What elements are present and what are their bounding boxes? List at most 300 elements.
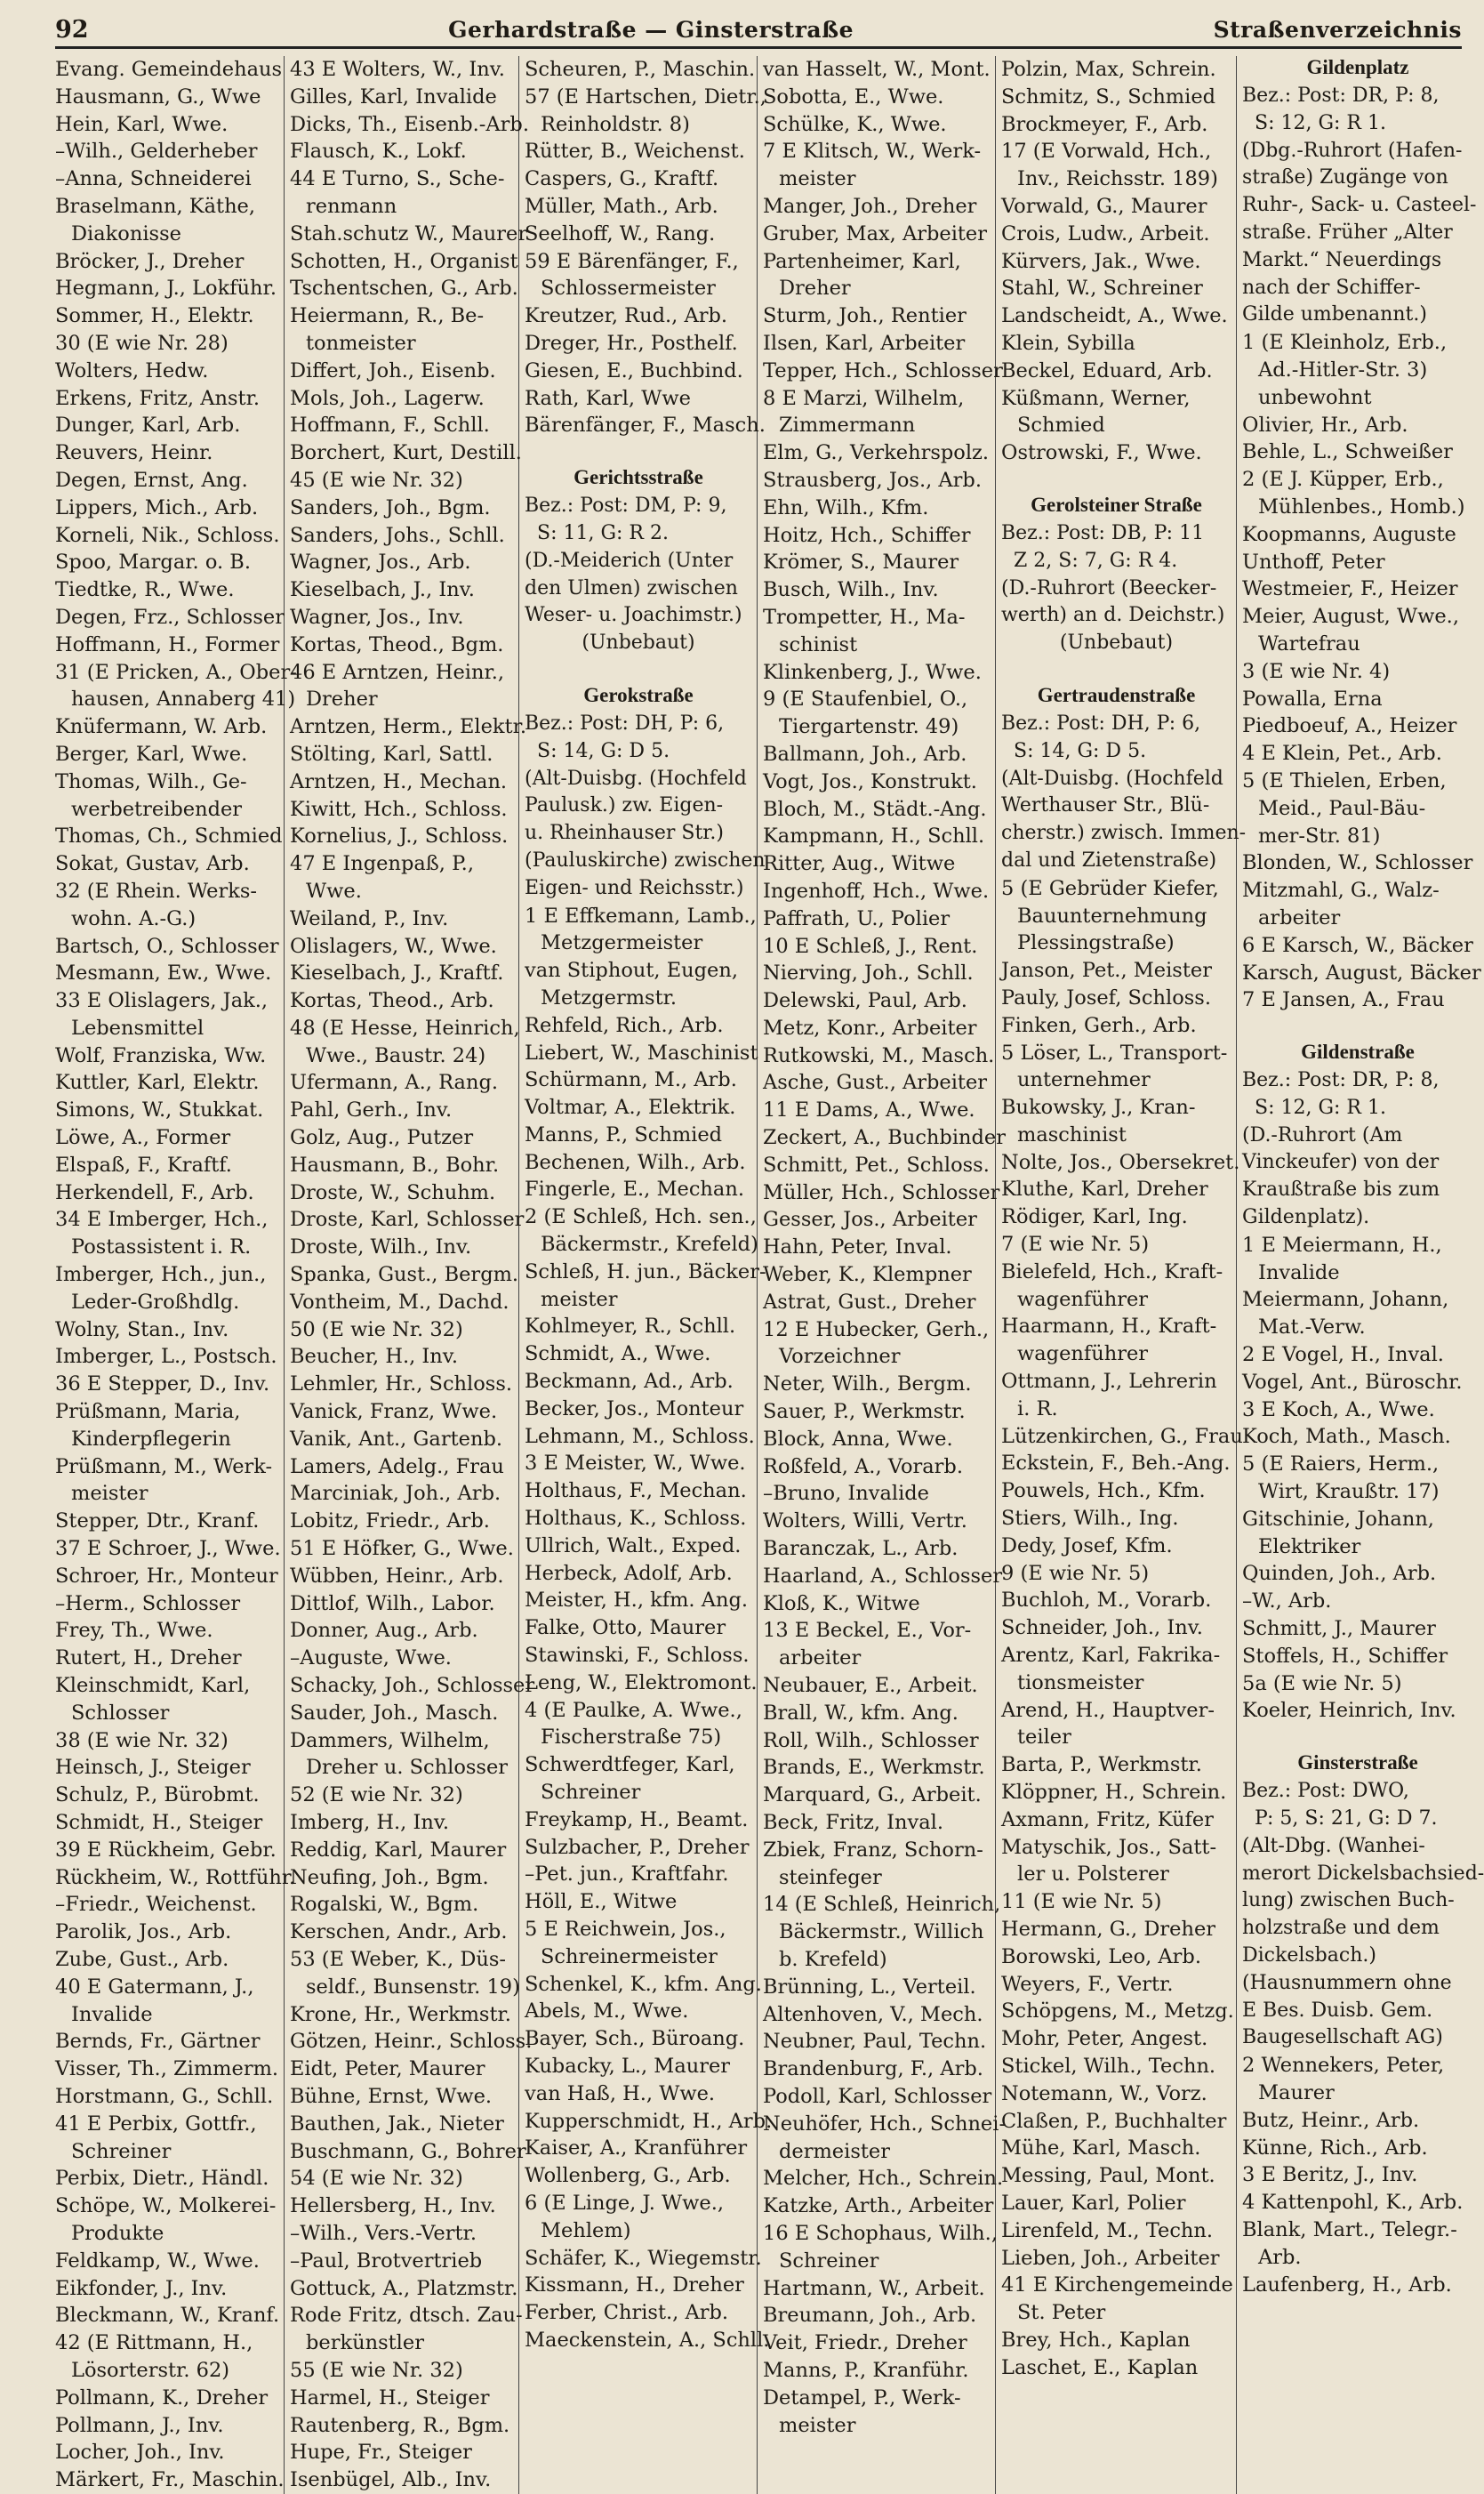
resident-entry: Powalla, Erna xyxy=(1242,687,1383,711)
resident-entry: 16 E Schophaus, Wilh., xyxy=(763,2221,998,2245)
resident-entry: 31 (E Pricken, A., Ober- xyxy=(55,660,297,684)
entry-continuation: wohn. A.-G.) xyxy=(71,906,197,930)
resident-entry: Schmitz, S., Schmied xyxy=(1001,84,1216,109)
resident-entry: 3 E Meister, W., Wwe. xyxy=(525,1452,746,1476)
resident-entry: 42 (E Rittmann, H., xyxy=(55,2331,253,2355)
resident-entry: 5 E Reichwein, Jos., xyxy=(525,1918,726,1941)
resident-entry: Schacky, Joh., Schlosser xyxy=(290,1674,535,1698)
street-info: (D.-Meiderich (Unter xyxy=(525,549,734,572)
resident-entry: Ritter, Aug., Witwe xyxy=(763,852,956,876)
resident-entry: Imberger, Hch., jun., xyxy=(55,1263,267,1287)
resident-entry: Manns, P., Kranführ. xyxy=(763,2358,969,2382)
resident-entry: Schäfer, K., Wiegemstr. xyxy=(525,2246,762,2270)
resident-entry: Pahl, Gerh., Inv. xyxy=(290,1098,453,1122)
resident-entry: Evang. Gemeindehaus xyxy=(55,58,283,81)
resident-entry: 14 (E Schleß, Heinrich, xyxy=(763,1893,1001,1917)
resident-entry: Ullrich, Walt., Exped. xyxy=(525,1533,742,1557)
resident-entry: 2 Wennekers, Peter, xyxy=(1242,2054,1445,2078)
resident-entry: Heiermann, R., Be- xyxy=(290,304,485,328)
resident-entry: Scheuren, P., Maschin. xyxy=(525,58,756,81)
resident-entry: Prüßmann, M., Werk- xyxy=(55,1454,273,1478)
resident-entry: Stahl, W., Schreiner xyxy=(1001,277,1203,301)
resident-entry: Beckel, Eduard, Arb. xyxy=(1001,358,1213,382)
directory-columns xyxy=(55,56,1484,2492)
street-heading: Gildenstraße xyxy=(1301,1041,1415,1064)
resident-entry: Erkens, Fritz, Anstr. xyxy=(55,386,260,410)
resident-entry: Pouwels, Hch., Kfm. xyxy=(1001,1479,1206,1503)
resident-entry: Neufing, Joh., Bgm. xyxy=(290,1865,489,1889)
resident-entry: Laschet, E., Kaplan xyxy=(1001,2355,1199,2379)
resident-entry: 50 (E wie Nr. 32) xyxy=(290,1317,463,1341)
resident-entry: Braselmann, Käthe, xyxy=(55,194,256,218)
resident-entry: Horstmann, G., Schll. xyxy=(55,2084,274,2108)
resident-entry: Rogalski, W., Bgm. xyxy=(290,1893,479,1917)
entry-continuation: Bäckermstr., Willich xyxy=(779,1920,984,1944)
entry-continuation: Mühlenbes., Homb.) xyxy=(1258,495,1465,519)
street-info: Gilde umbenannt.) xyxy=(1242,303,1427,326)
resident-entry: Unthoff, Peter xyxy=(1242,550,1385,574)
entry-continuation: werbetreibender xyxy=(71,797,243,821)
entry-continuation: Mehlem) xyxy=(541,2218,631,2242)
resident-entry: Roßfeld, A., Vorarb. xyxy=(763,1454,963,1478)
entry-continuation: Reinholdstr. 8) xyxy=(541,112,690,136)
street-info: S: 14, G: D 5. xyxy=(537,739,670,762)
entry-continuation: Invalide xyxy=(1258,1260,1340,1284)
street-info: (Hausnummern ohne xyxy=(1242,1971,1452,1994)
resident-entry: 3 (E wie Nr. 4) xyxy=(1242,659,1391,683)
resident-entry: 7 (E wie Nr. 5) xyxy=(1001,1233,1150,1257)
resident-entry: Marciniak, Joh., Arb. xyxy=(290,1482,501,1506)
column-3 xyxy=(525,56,773,2494)
resident-entry: Kieselbach, J., Kraftf. xyxy=(290,961,504,986)
resident-entry: 3 E Koch, A., Wwe. xyxy=(1242,1397,1435,1421)
entry-continuation: Arb. xyxy=(1258,2245,1302,2269)
resident-entry: Bielefeld, Hch., Kraft- xyxy=(1001,1259,1223,1283)
resident-entry: Degen, Ernst, Ang. xyxy=(55,468,248,492)
street-info: (Dbg.-Ruhrort (Hafen- xyxy=(1242,139,1463,162)
resident-entry: –W., Arb. xyxy=(1242,1589,1332,1613)
resident-entry: Falke, Otto, Maurer xyxy=(525,1616,726,1640)
resident-entry: Liebert, W., Maschinist xyxy=(525,1041,758,1065)
resident-entry: Kubacky, L., Maurer xyxy=(525,2054,731,2078)
entry-continuation: meister xyxy=(541,1287,618,1311)
entry-continuation: meister xyxy=(779,167,856,191)
resident-entry: 4 E Klein, Pet., Arb. xyxy=(1242,742,1442,766)
resident-entry: Nierving, Joh., Schll. xyxy=(763,961,974,986)
resident-entry: Brall, W., kfm. Ang. xyxy=(763,1701,959,1725)
resident-entry: Pollmann, J., Inv. xyxy=(55,2413,224,2437)
entry-continuation: Mat.-Verw. xyxy=(1258,1315,1366,1340)
resident-entry: Roll, Wilh., Schlosser xyxy=(763,1728,979,1752)
resident-entry: Busch, Wilh., Inv. xyxy=(763,578,939,602)
street-info: Z 2, S: 7, G: R 4. xyxy=(1014,549,1178,572)
resident-entry: 5 (E Thielen, Erben, xyxy=(1242,768,1447,792)
resident-entry: Prüßmann, Maria, xyxy=(55,1400,241,1424)
resident-entry: –Friedr., Weichenst. xyxy=(55,1893,257,1917)
street-info: Dickelsbach.) xyxy=(1242,1944,1376,1967)
resident-entry: 39 E Rückheim, Gebr. xyxy=(55,1838,277,1862)
resident-entry: 5 (E Raiers, Herm., xyxy=(1242,1452,1440,1476)
resident-entry: 34 E Imberger, Hch., xyxy=(55,1208,269,1232)
resident-entry: Arntzen, Herm., Elektr. xyxy=(290,715,527,739)
resident-entry: Arentz, Karl, Fakrika- xyxy=(1001,1644,1221,1668)
resident-entry: Tschentschen, G., Arb. xyxy=(290,277,518,301)
entry-continuation: Lösorterstr. 62) xyxy=(71,2358,230,2382)
resident-entry: 33 E Olislagers, Jak., xyxy=(55,989,269,1013)
resident-entry: Visser, Th., Zimmerm. xyxy=(55,2057,279,2081)
page-number: 92 xyxy=(55,16,89,44)
resident-entry: 6 (E Linge, J. Wwe., xyxy=(525,2191,725,2215)
resident-entry: Hoffmann, F., Schll. xyxy=(290,414,490,438)
resident-entry: Kloß, K., Witwe xyxy=(763,1591,920,1615)
resident-entry: Klöppner, H., Schrein. xyxy=(1001,1781,1227,1805)
resident-entry: 55 (E wie Nr. 32) xyxy=(290,2358,463,2382)
resident-entry: Vogt, Jos., Konstrukt. xyxy=(763,769,977,793)
resident-entry: Manger, Joh., Dreher xyxy=(763,194,977,218)
resident-entry: Wagner, Jos., Arb. xyxy=(290,551,471,575)
resident-entry: Sanders, Johs., Schll. xyxy=(290,523,505,547)
street-info: Bez.: Post: DWO, xyxy=(1242,1780,1409,1803)
resident-entry: 59 E Bärenfänger, F., xyxy=(525,249,739,273)
resident-entry: 41 E Kirchengemeinde xyxy=(1001,2273,1233,2297)
resident-entry: Dicks, Th., Eisenb.-Arb. xyxy=(290,112,529,136)
resident-entry: Degen, Frz., Schlosser xyxy=(55,605,285,629)
resident-entry: 1 E Meiermann, H., xyxy=(1242,1233,1442,1257)
street-info: P: 5, S: 21, G: D 7. xyxy=(1255,1807,1438,1830)
resident-entry: Ballmann, Joh., Arb. xyxy=(763,742,967,766)
entry-continuation: Schlossermeister xyxy=(541,277,716,301)
entry-continuation: Kinderpflegerin xyxy=(71,1427,231,1451)
resident-entry: Weiland, P., Inv. xyxy=(290,906,449,930)
resident-entry: van Hasselt, W., Mont. xyxy=(763,58,991,81)
resident-entry: Brockmeyer, F., Arb. xyxy=(1001,112,1208,136)
entry-continuation: St. Peter xyxy=(1017,2301,1106,2325)
column-2 xyxy=(290,56,535,2494)
resident-entry: Matyschik, Jos., Satt- xyxy=(1001,1835,1217,1859)
resident-entry: Buschmann, G., Bohrer xyxy=(290,2139,526,2163)
entry-continuation: seldf., Bunsenstr. 19) xyxy=(306,1975,520,1999)
entry-continuation: unternehmer xyxy=(1017,1068,1151,1092)
entry-continuation: Bäckermstr., Krefeld) xyxy=(541,1233,758,1257)
resident-entry: Kortas, Theod., Bgm. xyxy=(290,632,504,656)
resident-entry: Finken, Gerh., Arb. xyxy=(1001,1013,1197,1037)
resident-entry: Schülke, K., Wwe. xyxy=(763,112,947,136)
resident-entry: Müller, Hch., Schlosser xyxy=(763,1180,1000,1204)
resident-entry: 53 (E Weber, K., Düs- xyxy=(290,1947,506,1971)
resident-entry: Schwerdtfeger, Karl, xyxy=(525,1753,735,1777)
resident-entry: Lirenfeld, M., Techn. xyxy=(1001,2218,1214,2242)
resident-entry: Dittlof, Wilh., Labor. xyxy=(290,1591,495,1615)
resident-entry: Hupe, Fr., Steiger xyxy=(290,2441,472,2465)
entry-continuation: berkünstler xyxy=(306,2331,424,2355)
resident-entry: Notemann, W., Vorz. xyxy=(1001,2081,1207,2105)
resident-entry: –Herm., Schlosser xyxy=(55,1591,241,1615)
resident-entry: Lieben, Joh., Arbeiter xyxy=(1001,2246,1220,2270)
resident-entry: Bukowsky, J., Kran- xyxy=(1001,1096,1196,1120)
resident-entry: Vanick, Franz, Wwe. xyxy=(290,1400,498,1424)
resident-entry: Donner, Aug., Arb. xyxy=(290,1619,478,1643)
resident-entry: Schenkel, K., kfm. Ang. xyxy=(525,1972,762,1996)
resident-entry: 38 (E wie Nr. 32) xyxy=(55,1728,229,1752)
resident-entry: Isenbügel, Alb., Inv. xyxy=(290,2468,492,2492)
resident-entry: Holthaus, F., Mechan. xyxy=(525,1479,747,1503)
street-info: cherstr.) zwisch. Immen- xyxy=(1001,822,1247,845)
entry-continuation: ler u. Polsterer xyxy=(1017,1862,1169,1887)
resident-entry: Eckstein, F., Beh.-Ang. xyxy=(1001,1452,1231,1476)
resident-entry: Bleckmann, W., Kranf. xyxy=(55,2304,280,2328)
resident-entry: Kluthe, Karl, Dreher xyxy=(1001,1178,1208,1202)
resident-entry: Sauer, P., Werkmstr. xyxy=(763,1400,966,1424)
resident-entry: Elm, G., Verkehrspolz. xyxy=(763,441,990,465)
street-info: E Bes. Duisb. Gem. xyxy=(1242,1999,1433,2022)
resident-entry: Schöpgens, M., Metzg. xyxy=(1001,1999,1234,2023)
resident-entry: Haarland, A., Schlosser xyxy=(763,1564,1003,1588)
entry-continuation: Dreher xyxy=(779,277,851,301)
resident-entry: Kaiser, A., Kranführer xyxy=(525,2136,748,2160)
resident-entry: Künne, Rich., Arb. xyxy=(1242,2136,1428,2160)
resident-entry: Müller, Math., Arb. xyxy=(525,194,718,218)
resident-entry: Stickel, Wilh., Techn. xyxy=(1001,2054,1216,2078)
street-info: Baugesellschaft AG) xyxy=(1242,2026,1443,2049)
resident-entry: Gottuck, A., Platzmstr. xyxy=(290,2276,518,2300)
resident-entry: 11 (E wie Nr. 5) xyxy=(1001,1890,1162,1914)
resident-entry: Bernds, Fr., Gärtner xyxy=(55,2030,261,2054)
entry-continuation: Leder-Großhdlg. xyxy=(71,1290,240,1314)
resident-entry: 10 E Schleß, J., Rent. xyxy=(763,934,978,958)
resident-entry: Krone, Hr., Werkmstr. xyxy=(290,2002,511,2026)
resident-entry: Zeckert, A., Buchbinder xyxy=(763,1126,1006,1150)
resident-entry: Delewski, Paul, Arb. xyxy=(763,989,967,1013)
resident-entry: Korneli, Nik., Schloss. xyxy=(55,523,280,547)
resident-entry: Katzke, Arth., Arbeiter xyxy=(763,2194,994,2218)
resident-entry: Lehmler, Hr., Schloss. xyxy=(290,1372,513,1396)
resident-entry: 37 E Schroer, J., Wwe. xyxy=(55,1537,281,1561)
resident-entry: Pollmann, K., Dreher xyxy=(55,2385,269,2410)
resident-entry: Wolny, Stan., Inv. xyxy=(55,1317,229,1341)
resident-entry: 54 (E wie Nr. 32) xyxy=(290,2167,463,2191)
resident-entry: 40 E Gatermann, J., xyxy=(55,1975,254,1999)
entry-continuation: unbewohnt xyxy=(1258,385,1372,409)
resident-entry: Behle, L., Schweißer xyxy=(1242,440,1453,464)
resident-entry: Trompetter, H., Ma- xyxy=(763,605,966,629)
resident-entry: Rehfeld, Rich., Arb. xyxy=(525,1013,724,1037)
resident-entry: Gruber, Max, Arbeiter xyxy=(763,221,988,245)
resident-entry: Becker, Jos., Monteur xyxy=(525,1396,744,1420)
resident-entry: 8 E Marzi, Wilhelm, xyxy=(763,386,965,410)
entry-continuation: Schreinermeister xyxy=(541,1944,718,1968)
street-info: Werthauser Str., Blü- xyxy=(1001,794,1210,817)
resident-entry: Lamers, Adelg., Frau xyxy=(290,1454,504,1478)
resident-entry: 4 (E Paulke, A. Wwe., xyxy=(525,1698,742,1722)
resident-entry: 46 E Arntzen, Heinr., xyxy=(290,660,505,684)
resident-entry: Metz, Konr., Arbeiter xyxy=(763,1016,977,1040)
resident-entry: van Haß, H., Wwe. xyxy=(525,2081,716,2105)
resident-entry: Götzen, Heinr., Schloss. xyxy=(290,2030,533,2054)
resident-entry: Eikfonder, J., Inv. xyxy=(55,2276,228,2300)
running-title: Gerhardstraße — Ginsterstraße xyxy=(448,17,854,43)
resident-entry: 43 E Wolters, W., Inv. xyxy=(290,58,505,81)
resident-entry: Dammers, Wilhelm, xyxy=(290,1728,490,1752)
resident-entry: Thomas, Ch., Schmied xyxy=(55,825,283,849)
entry-continuation: meister xyxy=(71,1482,148,1506)
resident-entry: Knüfermann, W. Arb. xyxy=(55,715,268,739)
resident-entry: Astrat, Gust., Dreher xyxy=(763,1290,976,1314)
resident-entry: Westmeier, F., Heizer xyxy=(1242,577,1458,601)
resident-entry: Dunger, Karl, Arb. xyxy=(55,414,241,438)
resident-entry: Stepper, Dtr., Kranf. xyxy=(55,1509,260,1533)
resident-entry: Freykamp, H., Beamt. xyxy=(525,1807,749,1831)
resident-entry: Schneider, Joh., Inv. xyxy=(1001,1616,1203,1640)
section-title: Straßenverzeichnis xyxy=(1213,17,1462,43)
resident-entry: 48 (E Hesse, Heinrich, xyxy=(290,1016,520,1040)
resident-entry: Rückheim, W., Rottführ. xyxy=(55,1865,296,1889)
resident-entry: Stölting, Karl, Sattl. xyxy=(290,742,493,766)
entry-continuation: Schreiner xyxy=(779,2249,879,2273)
resident-entry: 11 E Dams, A., Wwe. xyxy=(763,1098,975,1122)
resident-entry: Kieselbach, J., Inv. xyxy=(290,578,475,602)
street-info: (D.-Ruhrort (Am xyxy=(1242,1123,1403,1146)
resident-entry: Blonden, W., Schlosser xyxy=(1242,851,1473,875)
resident-entry: Feldkamp, W., Wwe. xyxy=(55,2249,260,2273)
resident-entry: Kleinschmidt, Karl, xyxy=(55,1674,251,1698)
resident-entry: Wübben, Heinr., Arb. xyxy=(290,1564,504,1588)
entry-continuation: renmann xyxy=(306,194,397,218)
entry-continuation: wagenführer xyxy=(1017,1287,1149,1311)
street-info: S: 12, G: R 1. xyxy=(1255,111,1386,134)
street-info: lung) zwischen Buch- xyxy=(1242,1889,1455,1912)
street-info: (Alt-Duisbg. (Hochfeld xyxy=(1001,767,1223,790)
entry-continuation: Schlosser xyxy=(71,1701,170,1725)
resident-entry: Block, Anna, Wwe. xyxy=(763,1427,953,1451)
resident-entry: Sommer, H., Elektr. xyxy=(55,304,254,328)
entry-continuation: Tiergartenstr. 49) xyxy=(779,715,959,739)
street-info: S: 12, G: R 1. xyxy=(1255,1096,1386,1119)
resident-entry: Lippers, Mich., Arb. xyxy=(55,495,259,519)
resident-entry: Parolik, Jos., Arb. xyxy=(55,1920,232,1944)
resident-entry: Hermann, G., Dreher xyxy=(1001,1918,1216,1941)
resident-entry: Borchert, Kurt, Destill. xyxy=(290,441,522,465)
resident-entry: Giesen, E., Buchbind. xyxy=(525,358,743,382)
resident-entry: Kiwitt, Hch., Schloss. xyxy=(290,797,508,821)
resident-entry: Droste, W., Schuhm. xyxy=(290,1180,496,1204)
street-info: Ruhr-, Sack- u. Casteel- xyxy=(1242,194,1477,217)
resident-entry: Vontheim, M., Dachd. xyxy=(290,1290,509,1314)
street-info: u. Rheinhauser Str.) xyxy=(525,822,724,845)
street-info: Bez.: Post: DM, P: 9, xyxy=(525,495,727,518)
resident-entry: Mesmann, Ew., Wwe. xyxy=(55,961,272,986)
resident-entry: Leng, W., Elektromont. xyxy=(525,1670,758,1694)
resident-entry: Bayer, Sch., Büroang. xyxy=(525,2027,745,2051)
entry-continuation: Metzgermstr. xyxy=(541,986,678,1010)
resident-entry: 36 E Stepper, D., Inv. xyxy=(55,1372,270,1396)
resident-entry: Koeler, Heinrich, Inv. xyxy=(1242,1699,1456,1723)
entry-continuation: Dreher xyxy=(306,688,378,712)
resident-entry: Brey, Hch., Kaplan xyxy=(1001,2328,1191,2352)
resident-entry: –Bruno, Invalide xyxy=(763,1482,929,1506)
resident-entry: 5 Löser, L., Transport- xyxy=(1001,1041,1228,1065)
resident-entry: Gitschinie, Johann, xyxy=(1242,1507,1434,1531)
resident-entry: Baranczak, L., Arb. xyxy=(763,1537,959,1561)
resident-entry: Koopmanns, Auguste xyxy=(1242,522,1456,546)
street-info: Markt.“ Neuerdings xyxy=(1242,248,1442,271)
resident-entry: Melcher, Hch., Schrein. xyxy=(763,2167,1004,2191)
resident-entry: Ostrowski, F., Wwe. xyxy=(1001,441,1202,465)
entry-continuation: Invalide xyxy=(71,2002,153,2026)
entry-continuation: wagenführer xyxy=(1017,1342,1149,1366)
resident-entry: Ottmann, J., Lehrerin xyxy=(1001,1370,1217,1394)
entry-continuation: Wwe. xyxy=(306,879,362,903)
resident-entry: Buchloh, M., Vorarb. xyxy=(1001,1589,1212,1613)
resident-entry: Quinden, Joh., Arb. xyxy=(1242,1562,1437,1586)
resident-entry: Gilles, Karl, Invalide xyxy=(290,84,497,109)
entry-continuation: Lebensmittel xyxy=(71,1016,205,1040)
resident-entry: 2 (E Schleß, Hch. sen., xyxy=(525,1205,757,1229)
street-info: (D.-Ruhrort (Beecker- xyxy=(1001,576,1217,599)
entry-continuation: i. R. xyxy=(1017,1396,1058,1420)
resident-entry: Kürvers, Jak., Wwe. xyxy=(1001,249,1201,273)
entry-continuation: schinist xyxy=(779,632,858,656)
resident-entry: Harmel, H., Steiger xyxy=(290,2385,490,2410)
entry-continuation: Wwe., Baustr. 24) xyxy=(306,1043,486,1067)
resident-entry: Kissmann, H., Dreher xyxy=(525,2273,744,2297)
entry-continuation: Wirt, Kraußtr. 17) xyxy=(1258,1480,1440,1504)
resident-entry: Dreger, Hr., Posthelf. xyxy=(525,331,738,355)
resident-entry: Kortas, Theod., Arb. xyxy=(290,989,494,1013)
entry-continuation: Postassistent i. R. xyxy=(71,1235,252,1259)
entry-continuation: Dreher u. Schlosser xyxy=(306,1756,509,1780)
resident-entry: Bärenfänger, F., Masch. xyxy=(525,414,766,438)
entry-continuation: Zimmermann xyxy=(779,414,916,438)
street-info: nach der Schiffer- xyxy=(1242,276,1421,299)
entry-continuation: Inv., Reichsstr. 189) xyxy=(1017,167,1218,191)
entry-continuation: dermeister xyxy=(779,2139,890,2163)
resident-entry: Droste, Wilh., Inv. xyxy=(290,1235,472,1259)
resident-entry: Heinsch, J., Steiger xyxy=(55,1756,251,1780)
entry-continuation: Schreiner xyxy=(71,2139,172,2163)
resident-entry: Neuhöfer, Hch., Schnei- xyxy=(763,2112,1007,2136)
resident-entry: 51 E Höfker, G., Wwe. xyxy=(290,1537,514,1561)
resident-entry: 7 E Klitsch, W., Werk- xyxy=(763,140,982,164)
street-info: den Ulmen) zwischen xyxy=(525,576,738,599)
street-status: (Unbebaut) xyxy=(1059,632,1174,655)
resident-entry: Hahn, Peter, Inval. xyxy=(763,1235,952,1259)
resident-entry: Meiermann, Johann, xyxy=(1242,1288,1449,1312)
resident-entry: Märkert, Fr., Maschin. xyxy=(55,2468,285,2492)
resident-entry: Karsch, August, Bäcker xyxy=(1242,961,1481,985)
resident-entry: Holthaus, K., Schloss. xyxy=(525,1507,747,1531)
entry-continuation: Ad.-Hitler-Str. 3) xyxy=(1258,358,1428,382)
resident-entry: Weber, K., Klempner xyxy=(763,1263,972,1287)
resident-entry: Vanik, Ant., Gartenb. xyxy=(290,1427,503,1451)
resident-entry: Janson, Pet., Meister xyxy=(1001,959,1212,983)
resident-entry: Ilsen, Karl, Arbeiter xyxy=(763,331,966,355)
resident-entry: Hegmann, J., Lokführ. xyxy=(55,277,277,301)
resident-entry: Mols, Joh., Lagerw. xyxy=(290,386,485,410)
street-info: (Pauluskirche) zwischen xyxy=(525,849,766,872)
resident-entry: Schroer, Hr., Monteur xyxy=(55,1564,278,1588)
resident-entry: Brands, E., Werkmstr. xyxy=(763,1756,985,1780)
resident-entry: Rutkowski, M., Masch. xyxy=(763,1043,995,1067)
resident-entry: Frey, Th., Wwe. xyxy=(55,1619,213,1643)
resident-entry: 3 E Beritz, J., Inv. xyxy=(1242,2163,1418,2187)
resident-entry: 13 E Beckel, E., Vor- xyxy=(763,1619,972,1643)
resident-entry: Herkendell, F., Arb. xyxy=(55,1180,254,1204)
street-info: Vinckeufer) von der xyxy=(1242,1151,1440,1174)
resident-entry: 52 (E wie Nr. 32) xyxy=(290,1783,463,1807)
resident-entry: Flausch, K., Lokf. xyxy=(290,140,467,164)
resident-entry: Bartsch, O., Schlosser xyxy=(55,934,279,958)
resident-entry: 12 E Hubecker, Gerh., xyxy=(763,1317,990,1341)
